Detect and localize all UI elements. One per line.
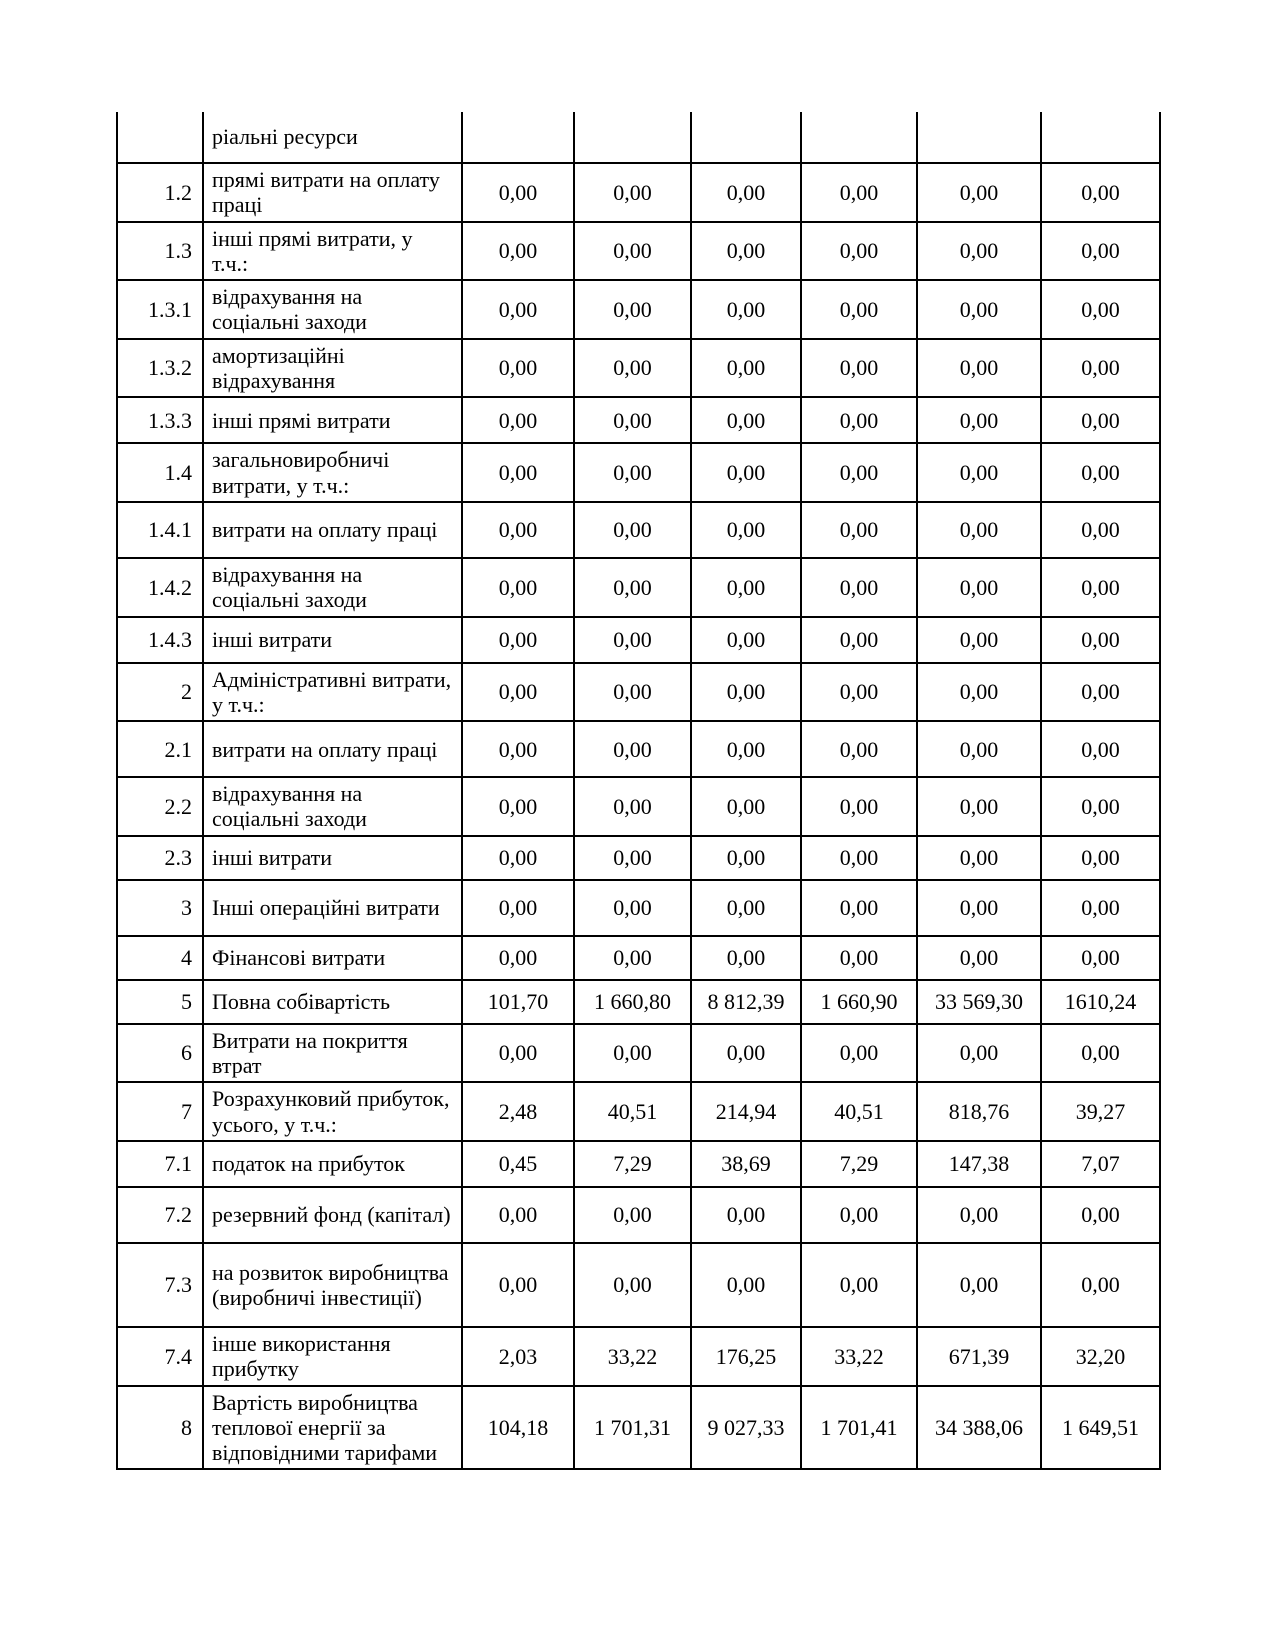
table-row [117,502,1160,558]
row-number: 2.3 [117,836,203,880]
row-number: 7.3 [117,1243,203,1327]
row-number: 3 [117,880,203,936]
row-number: 7.4 [117,1327,203,1386]
row-label: загальновиробничі витрати, у т.ч.: [203,443,462,502]
value-cell: 0,00 [462,936,574,980]
row-label: податок на прибуток [203,1141,462,1187]
value-cell: 0,00 [801,443,917,502]
value-cell [1041,112,1160,163]
row-label: на розвиток виробництва (виробничі інвестиції) [203,1243,462,1327]
row-label: амортизаційні відрахування [203,339,462,398]
value-cell: 0,00 [801,502,917,558]
value-cell: 0,00 [462,777,574,836]
value-cell: 147,38 [917,1141,1041,1187]
row-label: інші прямі витрати, у т.ч.: [203,222,462,281]
value-cell: 0,00 [462,502,574,558]
value-cell: 0,00 [801,777,917,836]
value-cell: 0,00 [691,397,801,443]
cost-table [116,112,1161,1470]
value-cell: 0,00 [1041,617,1160,663]
value-cell: 0,00 [1041,339,1160,398]
value-cell: 0,00 [462,339,574,398]
value-cell: 0,00 [801,617,917,663]
row-label: резервний фонд (капітал) [203,1187,462,1243]
value-cell: 0,00 [691,880,801,936]
table-row [117,936,1160,980]
row-number: 1.3.2 [117,339,203,398]
value-cell: 0,00 [801,880,917,936]
row-number: 2.2 [117,777,203,836]
value-cell: 1 701,41 [801,1386,917,1470]
row-number: 7.2 [117,1187,203,1243]
row-number: 1.4.1 [117,502,203,558]
value-cell: 0,00 [917,163,1041,222]
row-label: витрати на оплату праці [203,721,462,777]
row-label: відрахування на соціальні заходи [203,280,462,339]
row-number: 1.4.2 [117,558,203,617]
value-cell: 0,00 [917,617,1041,663]
value-cell: 0,00 [1041,721,1160,777]
value-cell: 1 660,80 [574,980,691,1024]
row-label: Фінансові витрати [203,936,462,980]
value-cell: 0,00 [917,777,1041,836]
value-cell: 0,00 [574,280,691,339]
value-cell: 0,00 [462,280,574,339]
row-number: 7 [117,1082,203,1141]
value-cell: 0,00 [691,617,801,663]
value-cell: 7,29 [801,1141,917,1187]
table-row [117,1141,1160,1187]
row-number: 1.4 [117,443,203,502]
value-cell: 1 649,51 [1041,1386,1160,1470]
value-cell [462,112,574,163]
value-cell: 0,00 [691,558,801,617]
value-cell: 0,00 [1041,163,1160,222]
table-row [117,663,1160,722]
value-cell: 0,00 [917,502,1041,558]
value-cell: 2,03 [462,1327,574,1386]
value-cell: 0,00 [462,222,574,281]
value-cell: 38,69 [691,1141,801,1187]
value-cell: 0,00 [574,558,691,617]
value-cell: 0,00 [917,1243,1041,1327]
value-cell: 39,27 [1041,1082,1160,1141]
value-cell: 0,00 [1041,880,1160,936]
row-label: відрахування на соціальні заходи [203,558,462,617]
value-cell: 0,00 [917,836,1041,880]
row-number: 1.3.3 [117,397,203,443]
value-cell: 32,20 [1041,1327,1160,1386]
table-row [117,777,1160,836]
table-row [117,443,1160,502]
table-row [117,1327,1160,1386]
value-cell: 33,22 [801,1327,917,1386]
table-row [117,1187,1160,1243]
value-cell: 0,00 [691,836,801,880]
row-label: відрахування на соціальні заходи [203,777,462,836]
value-cell: 0,00 [917,339,1041,398]
row-number: 7.1 [117,1141,203,1187]
value-cell: 1610,24 [1041,980,1160,1024]
value-cell: 0,00 [917,280,1041,339]
value-cell: 0,45 [462,1141,574,1187]
value-cell: 8 812,39 [691,980,801,1024]
value-cell: 0,00 [462,836,574,880]
value-cell: 0,00 [917,880,1041,936]
value-cell: 33 569,30 [917,980,1041,1024]
document-page [116,112,1159,1470]
value-cell: 0,00 [574,339,691,398]
table-row [117,339,1160,398]
value-cell: 0,00 [1041,1024,1160,1083]
value-cell: 0,00 [574,163,691,222]
value-cell: 0,00 [691,1187,801,1243]
value-cell: 0,00 [691,777,801,836]
value-cell [917,112,1041,163]
value-cell: 0,00 [917,663,1041,722]
value-cell [801,112,917,163]
value-cell: 34 388,06 [917,1386,1041,1470]
row-label: Адміністративні витрати, у т.ч.: [203,663,462,722]
value-cell: 0,00 [801,836,917,880]
row-number: 1.3 [117,222,203,281]
value-cell: 0,00 [1041,1187,1160,1243]
table-row [117,280,1160,339]
value-cell: 0,00 [691,222,801,281]
table-row [117,721,1160,777]
value-cell [691,112,801,163]
value-cell: 0,00 [691,721,801,777]
row-label: Розрахунковий прибуток, усього, у т.ч.: [203,1082,462,1141]
table-row [117,1386,1160,1470]
value-cell: 1 701,31 [574,1386,691,1470]
row-label: інші витрати [203,836,462,880]
row-label: інші прямі витрати [203,397,462,443]
value-cell: 0,00 [574,222,691,281]
value-cell: 0,00 [574,777,691,836]
value-cell: 0,00 [691,280,801,339]
value-cell: 0,00 [574,397,691,443]
value-cell: 101,70 [462,980,574,1024]
value-cell: 0,00 [462,397,574,443]
value-cell: 0,00 [801,163,917,222]
value-cell: 0,00 [801,558,917,617]
table-row [117,980,1160,1024]
value-cell: 0,00 [574,880,691,936]
value-cell [574,112,691,163]
value-cell: 0,00 [1041,397,1160,443]
value-cell: 0,00 [574,721,691,777]
table-row [117,397,1160,443]
value-cell: 0,00 [1041,502,1160,558]
value-cell: 0,00 [917,1187,1041,1243]
table-row [117,836,1160,880]
value-cell: 0,00 [574,663,691,722]
row-number: 8 [117,1386,203,1470]
row-number: 2 [117,663,203,722]
value-cell: 0,00 [691,1024,801,1083]
value-cell: 0,00 [691,443,801,502]
value-cell: 0,00 [691,1243,801,1327]
row-label: витрати на оплату праці [203,502,462,558]
value-cell: 0,00 [574,443,691,502]
value-cell: 818,76 [917,1082,1041,1141]
table-row [117,617,1160,663]
value-cell: 0,00 [574,836,691,880]
value-cell: 104,18 [462,1386,574,1470]
row-number [117,112,203,163]
table-row [117,163,1160,222]
value-cell: 0,00 [691,339,801,398]
value-cell: 0,00 [574,617,691,663]
value-cell: 0,00 [691,663,801,722]
table-row [117,222,1160,281]
value-cell: 0,00 [462,617,574,663]
value-cell: 0,00 [574,1187,691,1243]
value-cell: 40,51 [574,1082,691,1141]
value-cell: 0,00 [801,397,917,443]
value-cell: 0,00 [801,721,917,777]
value-cell: 0,00 [462,721,574,777]
value-cell: 0,00 [917,936,1041,980]
row-number: 1.4.3 [117,617,203,663]
value-cell: 9 027,33 [691,1386,801,1470]
value-cell: 0,00 [917,397,1041,443]
value-cell: 0,00 [462,443,574,502]
table-row [117,1024,1160,1083]
value-cell: 0,00 [462,1187,574,1243]
row-label: Повна собівартість [203,980,462,1024]
value-cell: 0,00 [1041,1243,1160,1327]
value-cell: 1 660,90 [801,980,917,1024]
value-cell: 0,00 [801,1243,917,1327]
value-cell: 0,00 [1041,280,1160,339]
value-cell: 0,00 [801,1187,917,1243]
row-number: 5 [117,980,203,1024]
value-cell: 0,00 [1041,558,1160,617]
value-cell: 0,00 [462,1024,574,1083]
row-number: 6 [117,1024,203,1083]
value-cell: 0,00 [691,502,801,558]
table-row [117,880,1160,936]
value-cell: 0,00 [917,443,1041,502]
row-label: прямі витрати на оплату праці [203,163,462,222]
row-label: інше використання прибутку [203,1327,462,1386]
table-row [117,558,1160,617]
row-number: 1.2 [117,163,203,222]
value-cell: 671,39 [917,1327,1041,1386]
row-label: ріальні ресурси [203,112,462,163]
value-cell: 0,00 [462,880,574,936]
row-label: Інші операційні витрати [203,880,462,936]
value-cell: 33,22 [574,1327,691,1386]
value-cell: 0,00 [917,1024,1041,1083]
value-cell: 40,51 [801,1082,917,1141]
value-cell: 0,00 [462,1243,574,1327]
value-cell: 0,00 [801,663,917,722]
value-cell: 0,00 [691,163,801,222]
value-cell: 0,00 [801,280,917,339]
value-cell: 0,00 [462,663,574,722]
table-row [117,1082,1160,1141]
row-number: 4 [117,936,203,980]
value-cell: 0,00 [462,558,574,617]
value-cell: 0,00 [574,1243,691,1327]
table-row [117,112,1160,163]
value-cell: 7,29 [574,1141,691,1187]
value-cell: 0,00 [574,936,691,980]
value-cell: 2,48 [462,1082,574,1141]
value-cell: 0,00 [574,502,691,558]
value-cell: 0,00 [462,163,574,222]
row-number: 2.1 [117,721,203,777]
value-cell: 0,00 [801,1024,917,1083]
value-cell: 0,00 [1041,222,1160,281]
value-cell: 0,00 [1041,836,1160,880]
value-cell: 176,25 [691,1327,801,1386]
value-cell: 0,00 [1041,936,1160,980]
value-cell: 0,00 [917,558,1041,617]
value-cell: 0,00 [801,936,917,980]
value-cell: 0,00 [574,1024,691,1083]
row-label: Витрати на покриття втрат [203,1024,462,1083]
value-cell: 0,00 [691,936,801,980]
value-cell: 0,00 [1041,443,1160,502]
value-cell: 0,00 [801,339,917,398]
value-cell: 7,07 [1041,1141,1160,1187]
value-cell: 0,00 [917,222,1041,281]
value-cell: 0,00 [1041,663,1160,722]
row-label: інші витрати [203,617,462,663]
value-cell: 0,00 [917,721,1041,777]
row-number: 1.3.1 [117,280,203,339]
value-cell: 0,00 [1041,777,1160,836]
value-cell: 0,00 [801,222,917,281]
value-cell: 214,94 [691,1082,801,1141]
table-row [117,1243,1160,1327]
row-label: Вартість виробництва теплової енергії за відповідними тарифами [203,1386,462,1470]
